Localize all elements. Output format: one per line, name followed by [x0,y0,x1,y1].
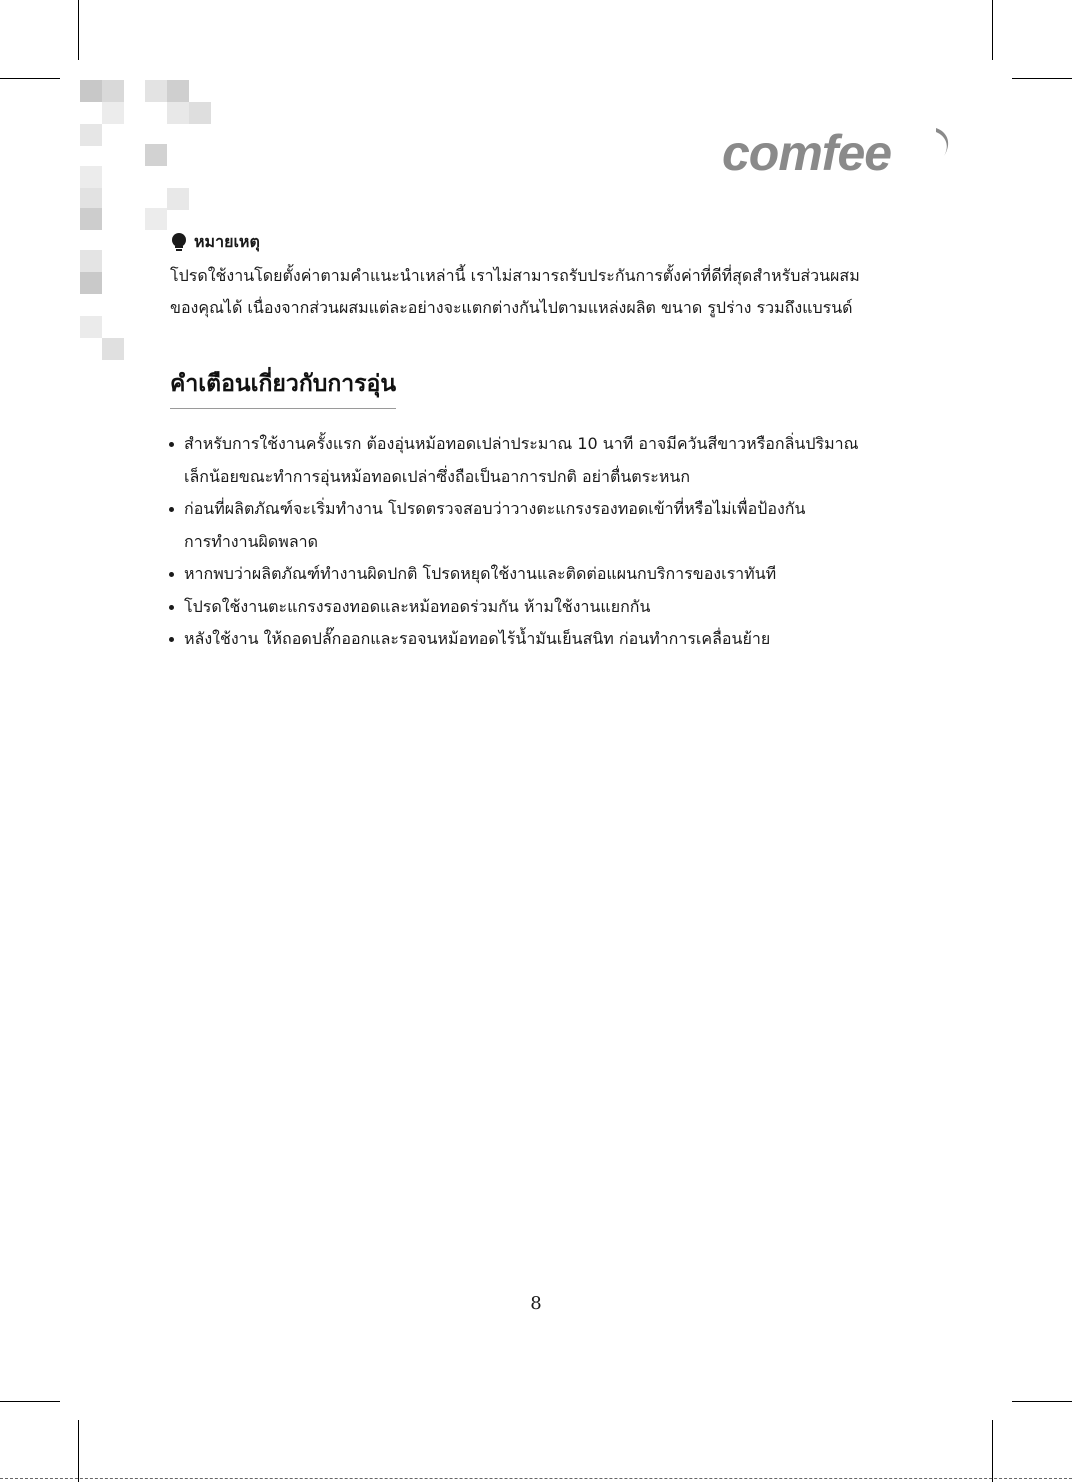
section-title: คำเตือนเกี่ยวกับการอุ่น [170,366,396,409]
list-item-line: ก่อนที่ผลิตภัณฑ์จะเริ่มทำงาน โปรดตรวจสอบว่าวางตะแกรงรองทอดเข้าที่หรือไม่เพื่อป้องกัน [184,499,806,518]
note-header [170,230,930,254]
note-body [170,260,930,324]
list-item [166,558,926,591]
list-item [166,428,926,493]
trim-dashed-line [0,1478,1072,1479]
crop-mark-right-bottom [1012,1401,1072,1402]
svg-text:comfee: comfee [722,125,892,181]
list-item-line: เล็กน้อยขณะทำการอุ่นหม้อทอดเปล่าซึ่งถือเป็นอาการปกติ อย่าตื่นตระหนก [184,466,691,486]
list-item-line: หากพบว่าผลิตภัณฑ์ทำงานผิดปกติ โปรดหยุดใช้งานและติดต่อแผนกบริการของเราทันที [184,564,777,583]
list-item [166,623,926,656]
list-item-line: การทำงานผิดพลาด [184,531,319,551]
crop-mark-right-top [1012,78,1072,79]
bullet-icon [169,442,174,447]
list-item-line: หลังใช้งาน ให้ถอดปลั๊กออกและรอจนหม้อทอดไร้น้ำมันเย็นสนิท ก่อนทำการเคลื่อนย้าย [184,629,771,648]
list-item-line: โปรดใช้งานตะแกรงรองทอดและหม้อทอดร่วมกัน ห้ามใช้งานแยกกัน [184,596,651,616]
bullet-icon [169,572,174,577]
bullet-icon [169,605,174,610]
comfee-logo [718,118,958,184]
warning-list [166,428,926,656]
note-line: โปรดใช้งานโดยตั้งค่าตามคำแนะนำเหล่านี้ เราไม่สามารถรับประกันการตั้งค่าที่ดีที่สุดสำหรับส่วนผสม [170,266,860,285]
crop-mark-top-left [78,0,79,60]
list-item-line: สำหรับการใช้งานครั้งแรก ต้องอุ่นหม้อทอดเปล่าประมาณ 10 นาที อาจมีควันสีขาวหรือกลิ่นปริมาณ [184,434,859,453]
note-title: หมายเหตุ [194,231,260,251]
list-item [166,591,926,624]
crop-mark-top-right [992,0,993,60]
crop-mark-left-bottom [0,1401,60,1402]
page-number: 8 [530,1293,542,1314]
crop-mark-left-top [0,78,60,79]
note-line: ของคุณได้ เนื่องจากส่วนผสมแต่ละอย่างจะแตกต่างกันไปตามแหล่งผลิต ขนาด รูปร่าง รวมถึงแบรนด์ [170,298,853,317]
list-item [166,493,926,558]
crop-mark-bottom-left [78,1420,79,1482]
bullet-icon [169,637,174,642]
lightbulb-icon [170,232,188,252]
bullet-icon [169,507,174,512]
crop-mark-bottom-right [992,1420,993,1482]
note-block [170,230,930,324]
